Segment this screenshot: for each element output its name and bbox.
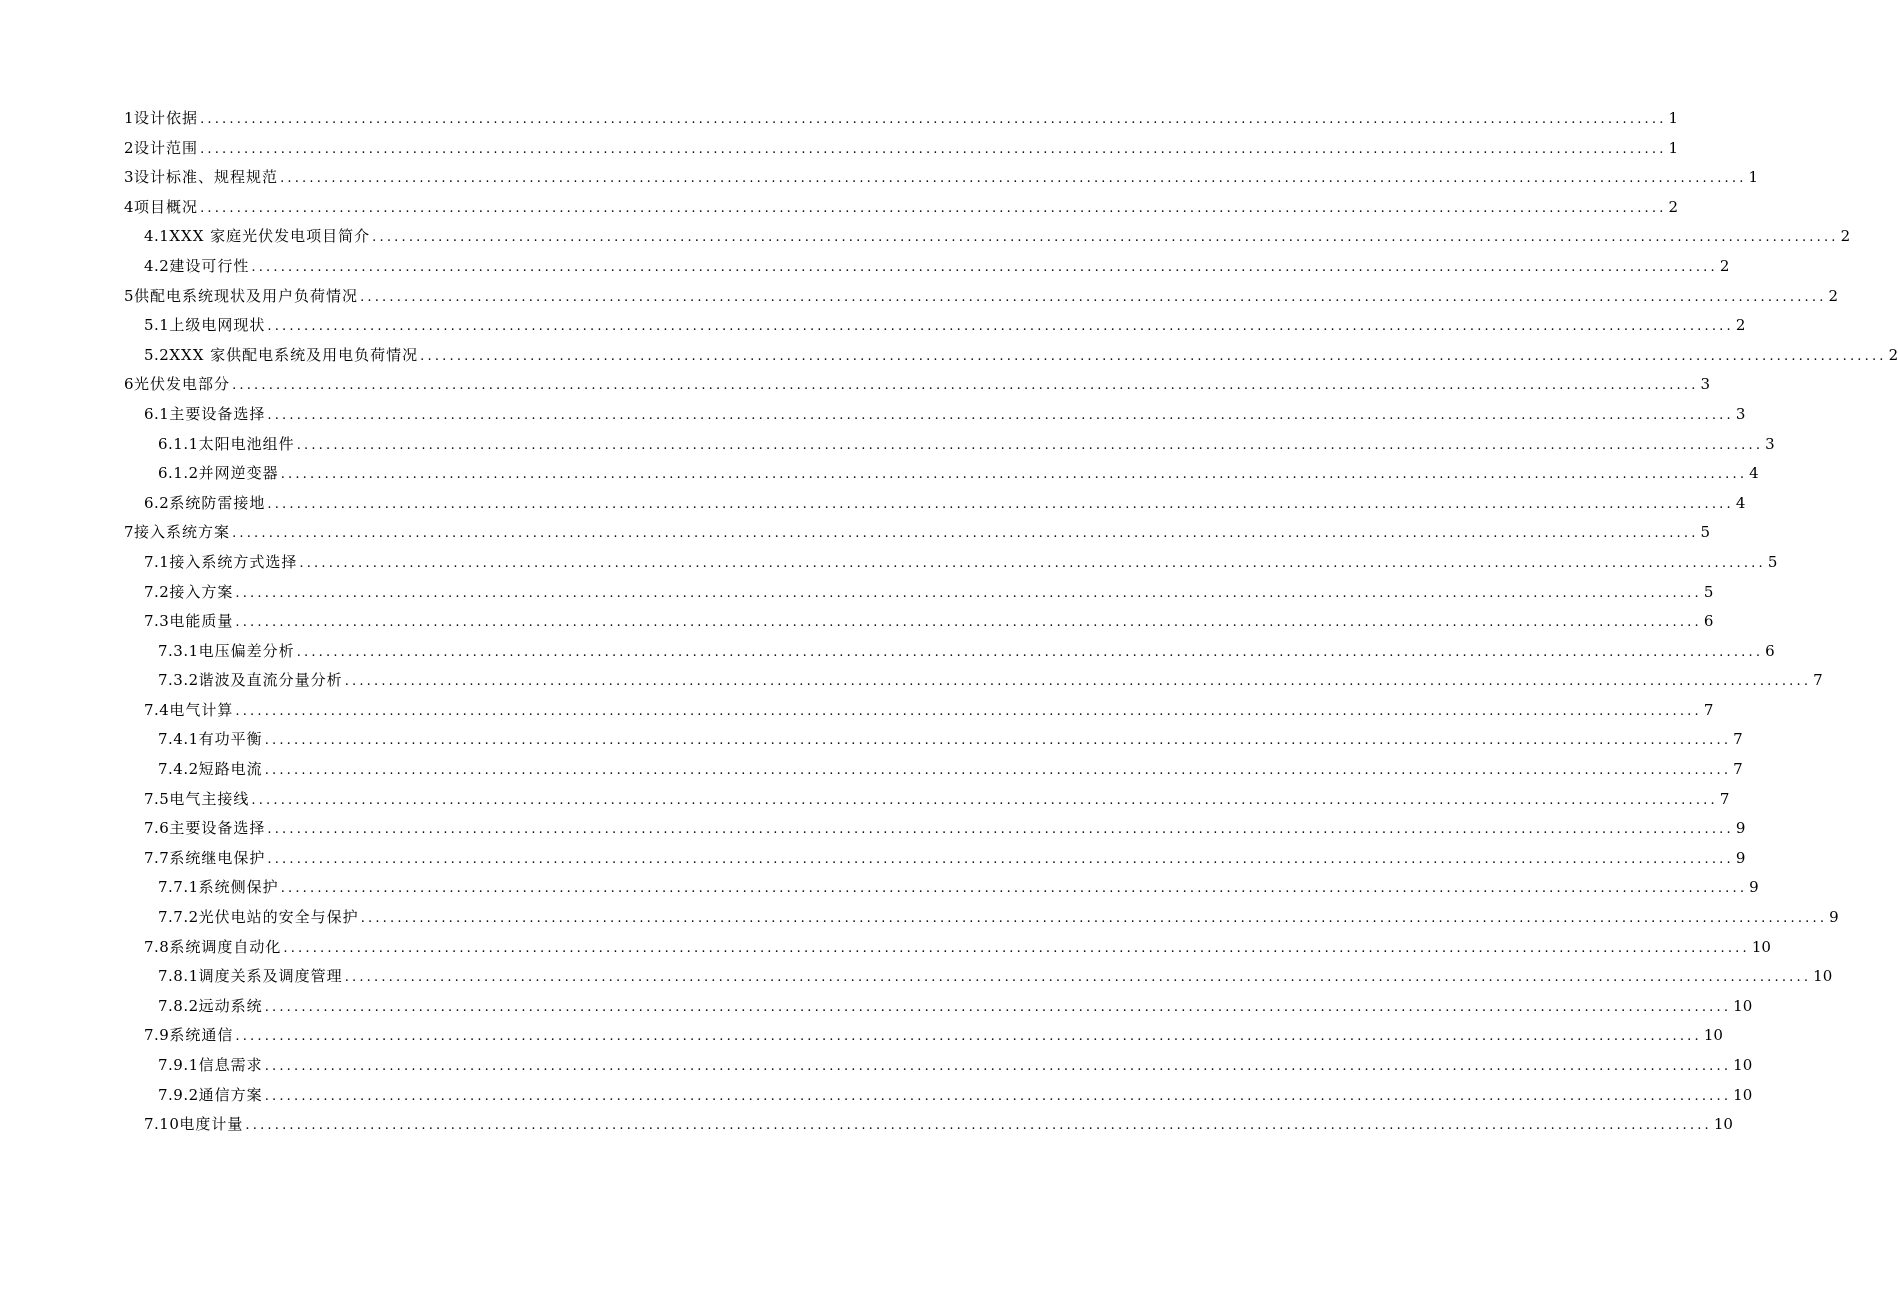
- toc-entry-number: 7.7: [144, 848, 170, 867]
- toc-entry-number: 5: [124, 286, 135, 305]
- toc-entry-page-number: 9: [1749, 878, 1759, 897]
- toc-dot-leader: ........................................................................................................................................................................................................: [344, 674, 1812, 690]
- toc-entry[interactable]: [124, 1110, 1733, 1140]
- toc-dot-leader: ........................................................................................................................................................................................................: [344, 970, 1812, 986]
- toc-entry[interactable]: [124, 696, 1714, 726]
- toc-dot-leader: ........................................................................................................................................................................................................: [283, 940, 1750, 956]
- toc-entry-number: 7.2: [144, 582, 170, 601]
- toc-entry-number: 3: [124, 168, 135, 187]
- toc-entry[interactable]: [124, 814, 1746, 844]
- toc-entry-title: 系统调度自动化: [169, 937, 282, 956]
- toc-entry-number: 7.8.1: [158, 967, 199, 986]
- toc-entry[interactable]: [124, 370, 1711, 400]
- toc-entry-title: 电气主接线: [169, 789, 250, 808]
- toc-dot-leader: ........................................................................................................................................................................................................: [200, 112, 1667, 127]
- toc-entry-title: 上级电网现状: [169, 316, 266, 335]
- toc-entry-page-number: 4: [1749, 464, 1759, 483]
- toc-dot-leader: ........................................................................................................................................................................................................: [235, 615, 1702, 631]
- toc-entry-number: 7.3: [144, 612, 170, 631]
- toc-entry-title: 通信方案: [198, 1085, 263, 1104]
- toc-dot-leader: ........................................................................................................................................................................................................: [264, 1088, 1732, 1104]
- toc-entry-title: 光伏发电部分: [134, 375, 231, 394]
- toc-entry-title: 调度关系及调度管理: [198, 967, 343, 986]
- toc-entry-page-number: 5: [1767, 552, 1778, 571]
- toc-entry[interactable]: [124, 252, 1730, 282]
- toc-dot-leader: ........................................................................................................................................................................................................: [264, 763, 1732, 779]
- toc-dot-leader: ........................................................................................................................................................................................................: [264, 1059, 1732, 1074]
- toc-dot-leader: ........................................................................................................................................................................................................: [280, 171, 1747, 187]
- toc-entry[interactable]: [124, 134, 1679, 164]
- toc-entry[interactable]: [124, 193, 1679, 223]
- toc-entry-page-number: 2: [1840, 227, 1851, 246]
- toc-dot-leader: ........................................................................................................................................................................................................: [267, 822, 1734, 838]
- toc-entry-page-number: 6: [1765, 641, 1775, 660]
- toc-entry-title: 供配电系统现状及用户负荷情况: [134, 286, 359, 305]
- toc-dot-leader: ........................................................................................................................................................................................................: [372, 230, 1839, 246]
- toc-entry-page-number: 10: [1713, 1115, 1733, 1134]
- toc-entry[interactable]: [124, 400, 1746, 430]
- table-of-contents: [124, 104, 1898, 1140]
- toc-entry-title: 电气计算: [169, 700, 234, 719]
- toc-dot-leader: ........................................................................................................................................................................................................: [420, 348, 1887, 364]
- toc-entry[interactable]: [124, 163, 1759, 193]
- toc-entry-title: 有功平衡: [198, 730, 263, 749]
- toc-entry[interactable]: [124, 548, 1778, 578]
- toc-entry-title: 太阳电池组件: [198, 434, 295, 453]
- toc-dot-leader: ........................................................................................................................................................................................................: [232, 526, 1699, 542]
- toc-entry-title: 远动系统: [198, 996, 263, 1015]
- toc-entry-number: 7.9.2: [158, 1085, 199, 1104]
- toc-entry[interactable]: [124, 903, 1839, 933]
- toc-dot-leader: ........................................................................................................................................................................................................: [267, 407, 1734, 423]
- toc-dot-leader: ........................................................................................................................................................................................................: [360, 911, 1828, 927]
- toc-entry-title: 建设可行性: [169, 256, 250, 275]
- toc-entry-title: 电度计量: [179, 1115, 244, 1134]
- toc-entry-title: 设计标准、规程规范: [134, 168, 279, 187]
- toc-entry-title: 信息需求: [198, 1056, 263, 1074]
- toc-dot-leader: ........................................................................................................................................................................................................: [296, 644, 1764, 660]
- toc-entry-page-number: 10: [1813, 967, 1833, 986]
- toc-dot-leader: ........................................................................................................................................................................................................: [235, 703, 1702, 719]
- toc-entry-number: 7.4: [144, 700, 170, 719]
- toc-entry-title: 设计依据: [134, 109, 199, 127]
- toc-entry-page-number: 1: [1668, 138, 1679, 157]
- toc-entry-page-number: 1: [1668, 109, 1679, 127]
- toc-entry-page-number: 2: [1828, 286, 1839, 305]
- toc-entry-number: 7.9.1: [158, 1056, 199, 1074]
- toc-entry-page-number: 2: [1735, 316, 1746, 335]
- toc-entry-number: 7.1: [144, 552, 170, 571]
- toc-entry[interactable]: [124, 607, 1714, 637]
- toc-entry-number: 7.5: [144, 789, 170, 808]
- toc-entry-number: 7.7.1: [158, 878, 199, 897]
- toc-dot-leader: ........................................................................................................................................................................................................: [280, 467, 1748, 483]
- toc-entry-title: 系统防雷接地: [169, 493, 266, 512]
- toc-dot-leader: ........................................................................................................................................................................................................: [264, 733, 1732, 749]
- toc-entry-page-number: 10: [1751, 937, 1771, 956]
- toc-entry[interactable]: [124, 785, 1730, 815]
- toc-entry-number: 7.4.2: [158, 760, 199, 779]
- toc-entry[interactable]: [124, 104, 1679, 134]
- toc-entry[interactable]: [124, 666, 1823, 696]
- toc-entry-title: 接入方案: [169, 582, 234, 601]
- toc-entry-page-number: 7: [1719, 789, 1730, 808]
- toc-entry-number: 6.2: [144, 493, 170, 512]
- toc-dot-leader: ........................................................................................................................................................................................................: [296, 437, 1764, 453]
- toc-dot-leader: ........................................................................................................................................................................................................: [235, 1029, 1702, 1045]
- toc-entry-page-number: 2: [1668, 197, 1679, 216]
- toc-entry-title: 系统侧保护: [198, 878, 279, 897]
- toc-entry-title: XXX 家供配电系统及用电负荷情况: [169, 345, 419, 364]
- toc-entry-title: 主要设备选择: [169, 819, 266, 838]
- toc-entry[interactable]: [124, 725, 1743, 755]
- toc-entry-title: 项目概况: [134, 197, 199, 216]
- toc-dot-leader: ........................................................................................................................................................................................................: [264, 999, 1732, 1015]
- toc-dot-leader: ........................................................................................................................................................................................................: [267, 319, 1734, 335]
- toc-entry[interactable]: [124, 873, 1759, 903]
- toc-entry-page-number: 7: [1733, 730, 1743, 749]
- toc-entry-number: 6.1.2: [158, 464, 199, 483]
- toc-entry-page-number: 7: [1733, 760, 1743, 779]
- toc-entry-number: 7.10: [144, 1115, 180, 1134]
- toc-dot-leader: ........................................................................................................................................................................................................: [232, 378, 1699, 394]
- toc-entry[interactable]: [124, 637, 1775, 667]
- toc-entry-number: 7.9: [144, 1026, 170, 1045]
- toc-entry[interactable]: [124, 962, 1833, 992]
- toc-entry-title: 接入系统方式选择: [169, 552, 298, 571]
- toc-entry-number: 4.2: [144, 256, 170, 275]
- toc-entry[interactable]: [124, 489, 1746, 519]
- toc-entry-title: 主要设备选择: [169, 404, 266, 423]
- toc-entry-title: 系统继电保护: [169, 848, 266, 867]
- toc-entry-number: 1: [124, 109, 135, 127]
- toc-dot-leader: ........................................................................................................................................................................................................: [280, 881, 1748, 897]
- toc-entry-number: 4: [124, 197, 135, 216]
- toc-dot-leader: ........................................................................................................................................................................................................: [299, 555, 1766, 571]
- toc-entry-title: 短路电流: [198, 760, 263, 779]
- toc-entry[interactable]: [124, 311, 1746, 341]
- toc-entry-title: 光伏电站的安全与保护: [198, 908, 359, 927]
- toc-dot-leader: ........................................................................................................................................................................................................: [251, 259, 1718, 275]
- toc-dot-leader: ........................................................................................................................................................................................................: [245, 1118, 1712, 1134]
- toc-entry-page-number: 10: [1703, 1026, 1723, 1045]
- toc-entry-title: 接入系统方案: [134, 523, 231, 542]
- toc-entry-number: 6.1.1: [158, 434, 199, 453]
- toc-entry-page-number: 7: [1703, 700, 1714, 719]
- toc-dot-leader: ........................................................................................................................................................................................................: [200, 200, 1667, 216]
- toc-dot-leader: ........................................................................................................................................................................................................: [267, 851, 1734, 867]
- toc-entry[interactable]: [124, 222, 1851, 252]
- toc-entry-page-number: 10: [1733, 1056, 1753, 1074]
- toc-entry-page-number: 5: [1703, 582, 1714, 601]
- toc-entry-title: 系统通信: [169, 1026, 234, 1045]
- toc-entry-number: 7.8: [144, 937, 170, 956]
- toc-dot-leader: ........................................................................................................................................................................................................: [251, 792, 1718, 808]
- toc-entry-page-number: 3: [1700, 375, 1711, 394]
- toc-entry[interactable]: [124, 459, 1759, 489]
- toc-entry-title: 设计范围: [134, 138, 199, 157]
- toc-entry-page-number: 9: [1735, 819, 1746, 838]
- toc-entry-page-number: 2: [1888, 345, 1898, 364]
- toc-entry-number: 2: [124, 138, 135, 157]
- toc-entry-title: 谐波及直流分量分析: [198, 671, 343, 690]
- toc-entry-title: 并网逆变器: [198, 464, 279, 483]
- toc-entry-page-number: 4: [1735, 493, 1746, 512]
- toc-entry-number: 4.1: [144, 227, 170, 246]
- toc-entry-number: 6: [124, 375, 135, 394]
- toc-entry-page-number: 9: [1829, 908, 1839, 927]
- toc-entry-number: 6.1: [144, 404, 170, 423]
- toc-entry[interactable]: [124, 1021, 1723, 1051]
- toc-entry-number: 7.6: [144, 819, 170, 838]
- toc-dot-leader: ........................................................................................................................................................................................................: [267, 496, 1734, 512]
- toc-dot-leader: ........................................................................................................................................................................................................: [235, 585, 1702, 601]
- toc-entry-page-number: 10: [1733, 996, 1753, 1015]
- toc-entry-page-number: 3: [1735, 404, 1746, 423]
- toc-entry[interactable]: [124, 578, 1714, 608]
- toc-entry-number: 7: [124, 523, 135, 542]
- toc-entry-page-number: 1: [1748, 168, 1759, 187]
- toc-entry[interactable]: [124, 992, 1753, 1022]
- toc-entry-page-number: 3: [1765, 434, 1775, 453]
- toc-entry-number: 7.3.1: [158, 641, 199, 660]
- toc-entry-page-number: 10: [1733, 1085, 1753, 1104]
- toc-entry[interactable]: [124, 844, 1746, 874]
- toc-entry-number: 7.7.2: [158, 908, 199, 927]
- toc-entry[interactable]: [124, 1081, 1753, 1111]
- toc-entry[interactable]: [124, 518, 1711, 548]
- toc-entry-page-number: 7: [1813, 671, 1823, 690]
- toc-entry[interactable]: [124, 1051, 1753, 1081]
- toc-entry[interactable]: [124, 933, 1771, 963]
- toc-entry-number: 5.2: [144, 345, 170, 364]
- toc-entry-title: 电压偏差分析: [198, 641, 295, 660]
- toc-entry-title: XXX 家庭光伏发电项目简介: [169, 227, 371, 246]
- toc-entry-page-number: 2: [1719, 256, 1730, 275]
- toc-entry-number: 7.8.2: [158, 996, 199, 1015]
- toc-dot-leader: ........................................................................................................................................................................................................: [360, 289, 1827, 305]
- toc-entry-page-number: 5: [1700, 523, 1711, 542]
- toc-entry[interactable]: [124, 755, 1743, 785]
- toc-entry[interactable]: [124, 430, 1775, 460]
- toc-entry-title: 电能质量: [169, 612, 234, 631]
- toc-entry-page-number: 6: [1703, 612, 1714, 631]
- toc-entry-page-number: 9: [1735, 848, 1746, 867]
- toc-entry-number: 5.1: [144, 316, 170, 335]
- toc-entry[interactable]: [124, 282, 1839, 312]
- toc-dot-leader: ........................................................................................................................................................................................................: [200, 141, 1667, 157]
- toc-entry-number: 7.4.1: [158, 730, 199, 749]
- toc-entry[interactable]: [124, 341, 1898, 371]
- toc-entry-number: 7.3.2: [158, 671, 199, 690]
